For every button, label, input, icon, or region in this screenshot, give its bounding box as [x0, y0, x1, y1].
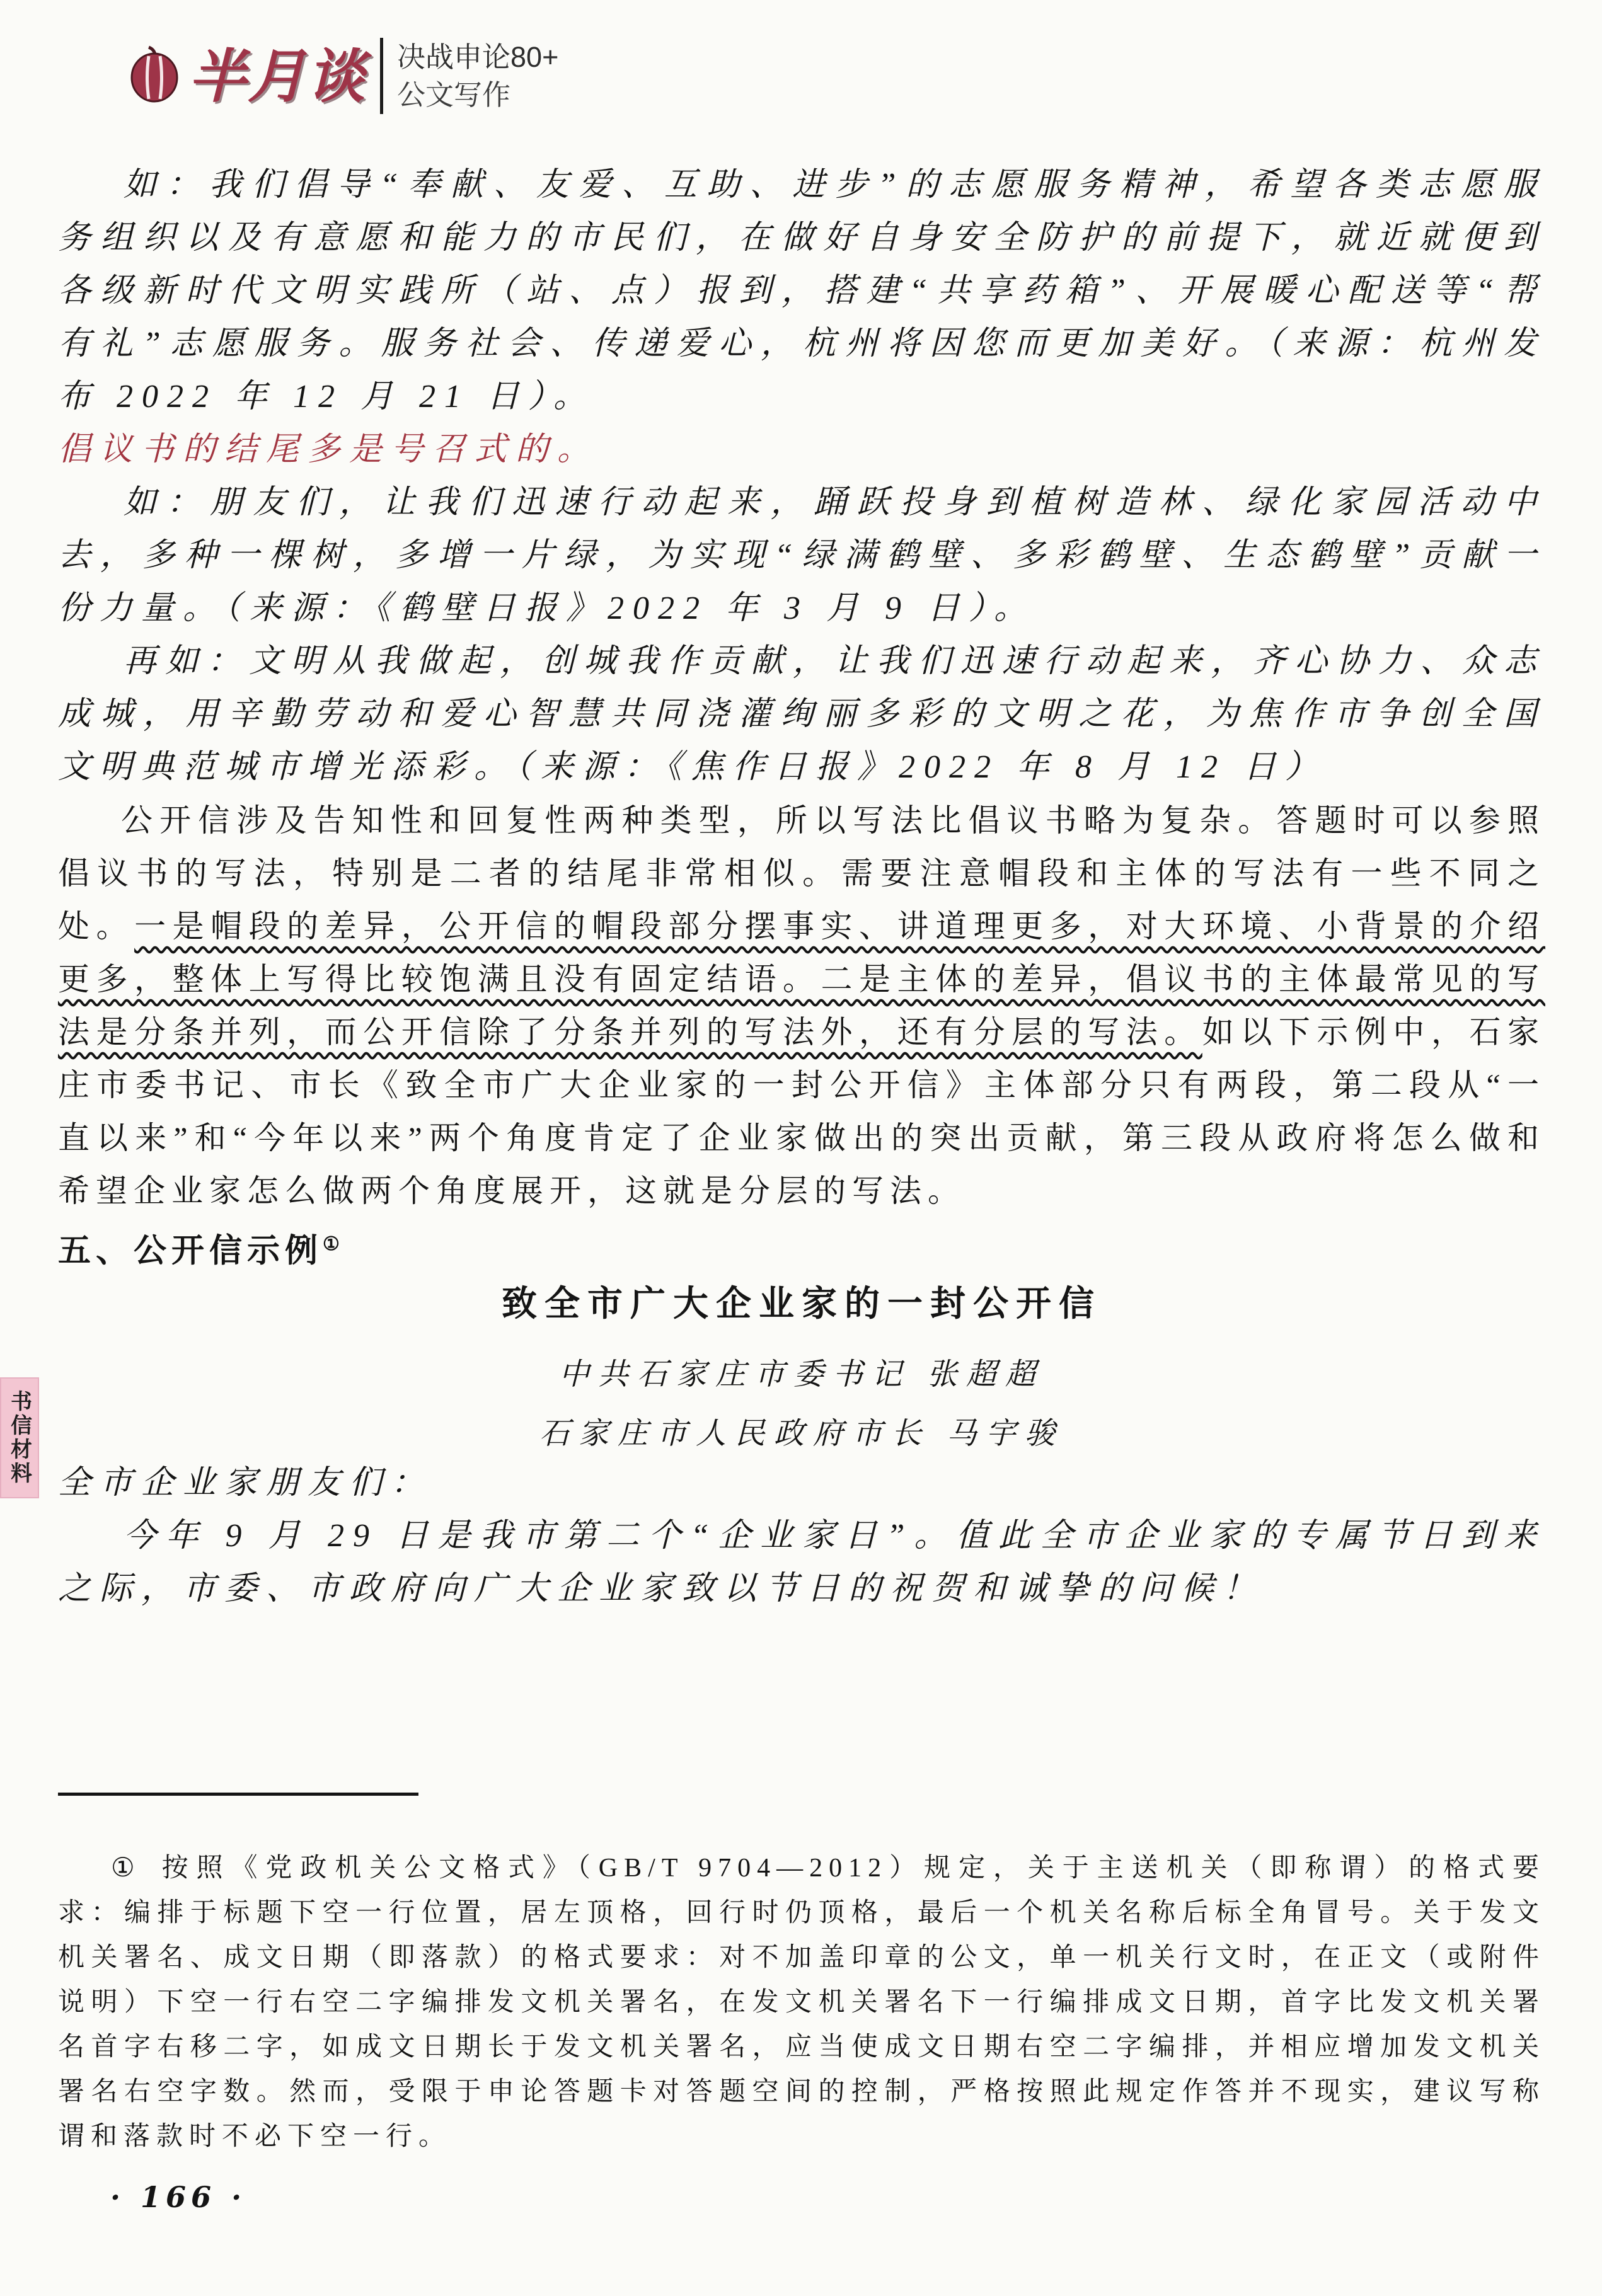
- footnote-paragraph: [58, 1846, 1545, 2159]
- footnote-separator-line: [58, 1793, 418, 1796]
- analysis-text-wavy-underlined: 一是帽段的差异，公开信的帽段部分摆事实、讲道理更多，对大环境、小背景的介绍更多，整体上写得比较饱满且没有固定结语。二是主体的差异，倡议书的主体最常见的写法是分条并列，而公开信除了分条并列的写法外，还有分层的写法。: [58, 909, 1546, 1050]
- footnote-marker: ①: [111, 1854, 143, 1883]
- footnote-reference-mark: ①: [323, 1233, 345, 1254]
- example-paragraph-hangzhou: 如：我们倡导“奉献、友爱、互助、进步”的志愿服务精神，希望各类志愿服务组织以及有意愿和能力的市民们，在做好自身安全防护的前提下，就近就便到各级新时代文明实践所（站、点）报到，搭建“共享药箱”、开展暖心配送等“帮有礼”志愿服务。服务社会、传递爱心，杭州将因您而更加美好。（来源：杭州发布 2022 年 12 月 21 日）。: [58, 167, 1545, 415]
- chapter-subtitle: 公文写作: [397, 78, 511, 111]
- banyuetan-logo: [129, 42, 367, 110]
- letter-salutation: 全市企业家朋友们：: [58, 1465, 433, 1501]
- example-paragraph-hebi: 如：朋友们，让我们迅速行动起来，踊跃投身到植树造林、绿化家园活动中去，多种一棵树，多增一片绿，为实现“绿满鹤壁、多彩鹤壁、生态鹤壁”贡献一份力量。（来源：《鹤壁日报》2022 年 3 月 9 日）。: [58, 485, 1545, 626]
- apple-logo-icon: [129, 45, 180, 106]
- section-heading: [58, 1217, 1545, 1278]
- page-number: · 166 ·: [110, 2180, 247, 2214]
- letter-title: 致全市广大企业家的一封公开信: [502, 1285, 1102, 1324]
- red-annotation: 倡议书的结尾多是号召式的。: [58, 432, 599, 468]
- main-content: [58, 159, 1545, 1616]
- header-titles: [380, 38, 558, 114]
- analysis-paragraph: [58, 794, 1545, 1217]
- footnote-text: 按照《党政机关公文格式》（GB/T 9704—2012）规定，关于主送机关（即称谓）的格式要求：编排于标题下空一行位置，居左顶格，回行时仍顶格，最后一个机关名称后标全角冒号。关于发文机关署名、成文日期（即落款）的格式要求：对不加盖印章的公文，单一机关行文时，在正文（或附件说明）下空一行右空二字编排发文机关署名，在发文机关署名下一行编排成文日期，首字比发文机关署名首字右移二字，如成文日期长于发文机关署名，应当使成文日期右空二字编排，并相应增加发文机关署名右空字数。然而，受限于申论答题卡对答题空间的控制，严格按照此规定作答并不现实，建议写称谓和落款时不必下空一行。: [58, 1854, 1545, 2151]
- letter-signer-party-secretary: 中共石家庄市委书记 张超超: [558, 1358, 1044, 1392]
- section-heading-text: 五、公开信示例: [58, 1233, 323, 1270]
- chapter-edge-tab: [0, 1377, 39, 1498]
- example-paragraph-jiaozuo: 再如：文明从我做起，创城我作贡献，让我们迅速行动起来，齐心协力、众志成城，用辛勤劳动和爱心智慧共同浇灌绚丽多彩的文明之花，为焦作市争创全国文明典范城市增光添彩。（来源：《焦作日报》2022 年 8 月 12 日）: [58, 643, 1545, 785]
- letter-body-paragraph: 今年 9 月 29 日是我市第二个“企业家日”。值此全市企业家的专属节日到来之际，市委、市政府向广大企业家致以节日的祝贺和诚挚的问候！: [58, 1518, 1545, 1607]
- page-header: [129, 38, 558, 114]
- series-title: 决战申论80+: [397, 41, 559, 73]
- analysis-text-after: 如以下示例中，石家庄市委书记、市长《致全市广大企业家的一封公开信》主体部分只有两段，第二段从“一直以来”和“今年以来”两个角度肯定了企业家做出的突出贡献，第三段从政府将怎么做和希望企业家怎么做两个角度展开，这就是分层的写法。: [58, 1014, 1546, 1208]
- edge-tab-label: 书信材料: [7, 1390, 32, 1486]
- analysis-text-before: 公开信涉及告知性和回复性两种类型，所以写法比倡议书略为复杂。答题时可以参照倡议书的写法，特别是二者的结尾非常相似。需要注意帽段和主体的写法有一些不同之处。: [58, 803, 1545, 944]
- letter-signer-mayor: 石家庄市人民政府市长 马宇骏: [539, 1417, 1064, 1451]
- logo-wordmark: 半月谈: [188, 42, 367, 110]
